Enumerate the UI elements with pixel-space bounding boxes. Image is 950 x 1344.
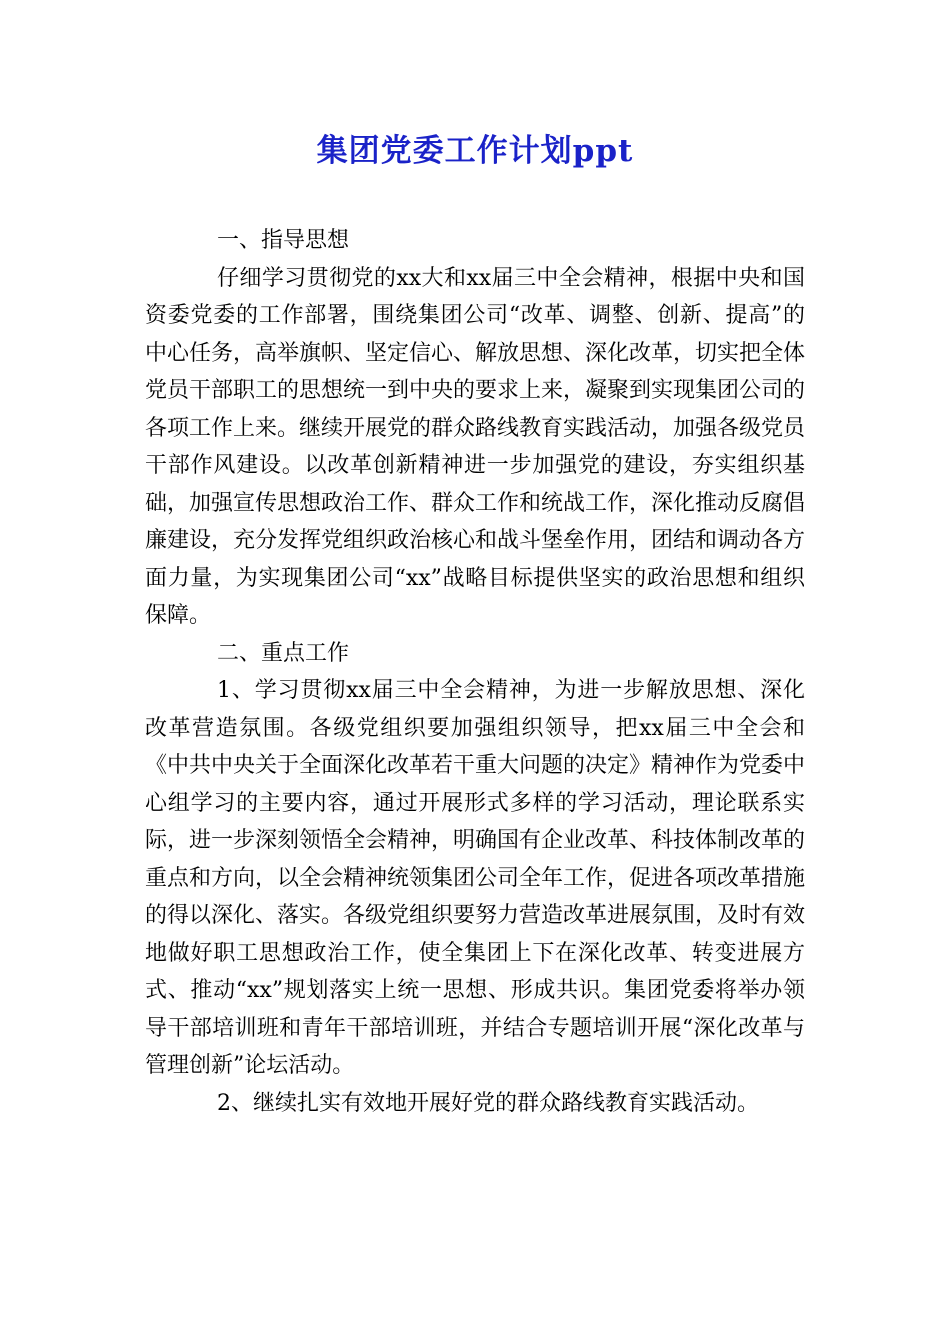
- paragraph-guiding-thought: 仔细学习贯彻党的xx大和xx届三中全会精神，根据中央和国资委党委的工作部署，围绕集团公司“改革、调整、创新、提高”的中心任务，高举旗帜、坚定信心、解放思想、深化改革，切实把全体党员干部职工的思想统一到中央的要求上来，凝聚到实现集团公司的各项工作上来。继续开展党的群众路线教育实践活动，加强各级党员干部作风建设。以改革创新精神进一步加强党的建设，夯实组织基础，加强宣传思想政治工作、群众工作和统战工作，深化推动反腐倡廉建设，充分发挥党组织政治核心和战斗堡垒作用，团结和调动各方面力量，为实现集团公司“xx”战略目标提供坚实的政治思想和组织保障。: [145, 265, 806, 628]
- paragraph-key-work-1: 1、学习贯彻xx届三中全会精神，为进一步解放思想、深化改革营造氛围。各级党组织要加强组织领导，把xx届三中全会和《中共中央关于全面深化改革若干重大问题的决定》精神作为党委中心组学习的主要内容，通过开展形式多样的学习活动，理论联系实际，进一步深刻领悟全会精神，明确国有企业改革、科技体制改革的重点和方向，以全会精神统领集团公司全年工作，促进各项改革措施的得以深化、落实。各级党组织要努力营造改革进展氛围，及时有效地做好职工思想政治工作，使全集团上下在深化改革、转变进展方式、推动“xx”规划落实上统一思想、形成共识。集团党委将举办领导干部培训班和青年干部培训班，并结合专题培训开展“深化改革与管理创新”论坛活动。: [145, 678, 806, 1078]
- document-title: 集团党委工作计划ppt: [316, 133, 634, 169]
- document-body: [145, 222, 805, 1122]
- paragraph-key-work-2: 2、继续扎实有效地开展好党的群众路线教育实践活动。: [217, 1090, 759, 1116]
- section-heading-key-work: 二、重点工作: [217, 640, 350, 666]
- section-heading-guiding-thought: 一、指导思想: [217, 228, 350, 253]
